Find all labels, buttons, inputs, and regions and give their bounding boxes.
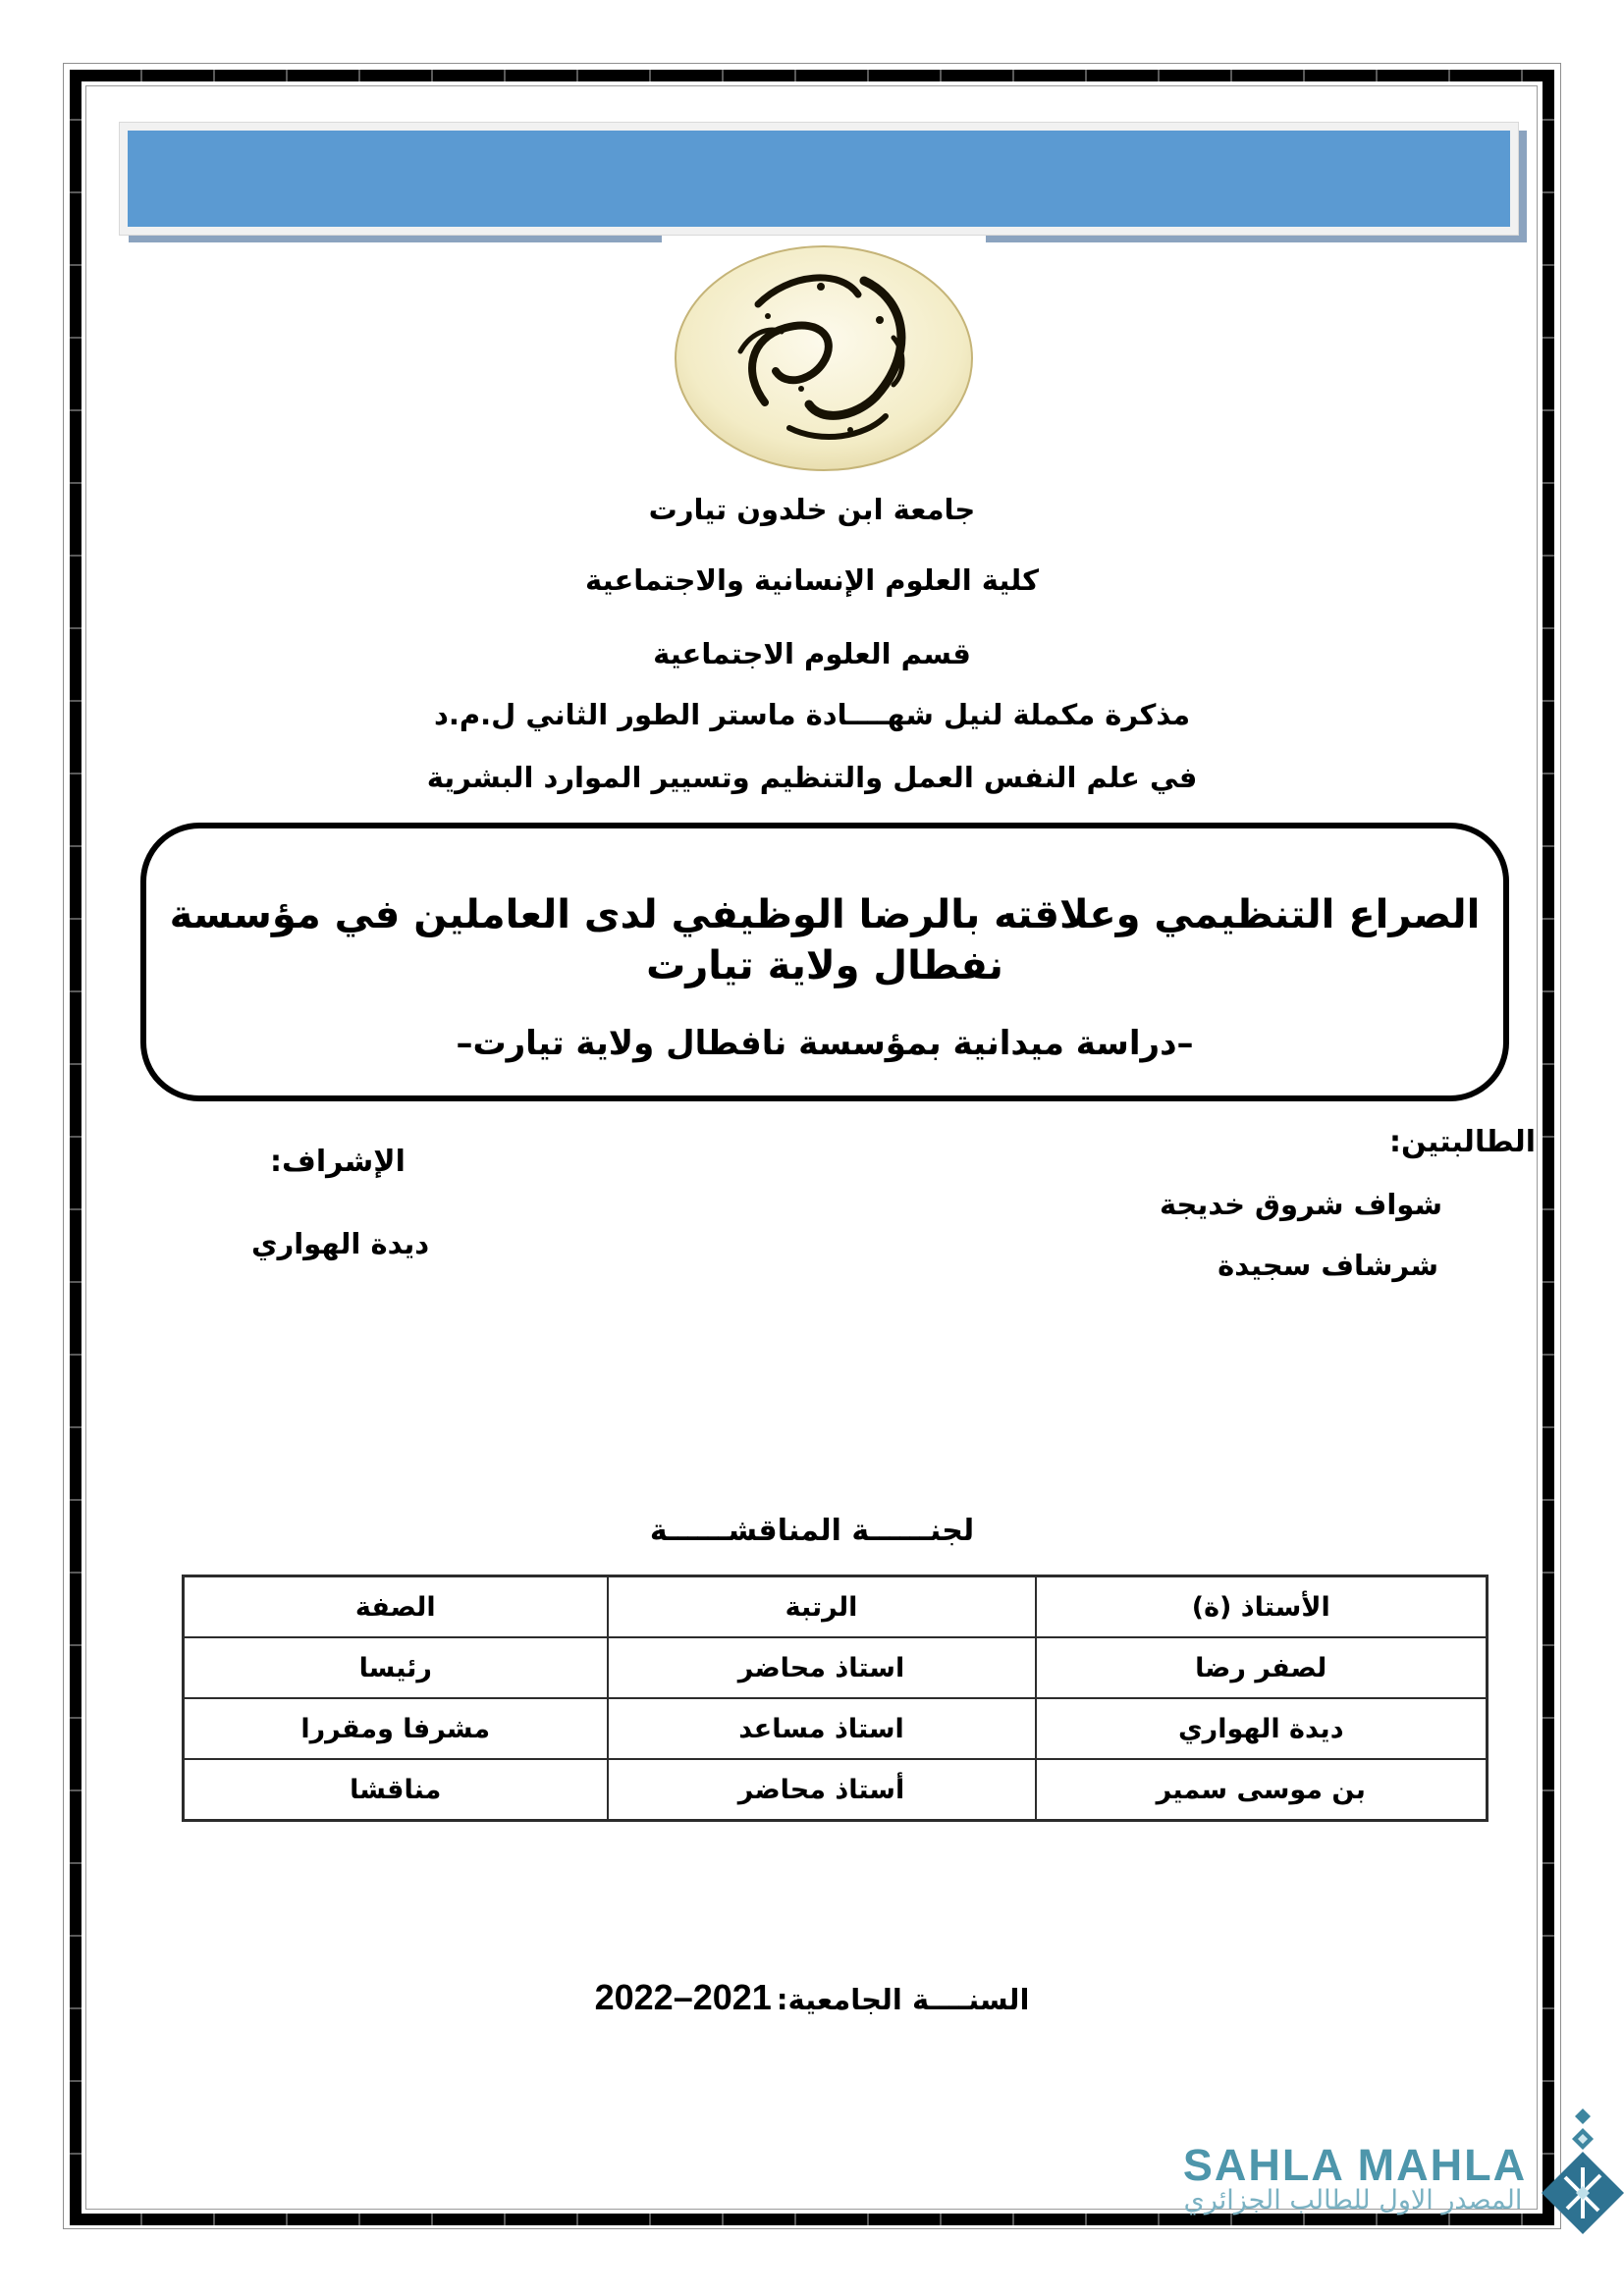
professor-role: مشرفا ومقررا [184,1698,608,1759]
professor-rank: استاذ محاضر [608,1637,1036,1698]
professor-rank: استاذ مساعد [608,1698,1036,1759]
professor-name: لصفر رضا [1036,1637,1488,1698]
sahla-mahla-mark-icon [1536,2107,1624,2236]
professor-rank: أستاذ محاضر [608,1759,1036,1821]
thesis-subtitle: –دراسة ميدانية بمؤسسة نافطال ولاية تيارت– [456,1024,1194,1063]
sahla-mahla-tagline: المصدر الاول للطالب الجزائري [1183,2185,1523,2216]
student-name-1: شواف شروق خديجة [1159,1188,1442,1221]
academic-year-line [0,1977,1624,2018]
border-strip-right [1543,70,1554,2225]
specialty-line: في علم النفس العمل والتنظيم وتسيير الموارد البشرية [426,761,1198,794]
committee-header-row [184,1576,1488,1638]
header-banner [120,123,1518,235]
professor-role: مناقشا [184,1759,608,1821]
column-header-professor: الأستاذ (ة) [1036,1576,1488,1638]
university-logo [662,236,986,481]
border-strip-top [70,70,1554,81]
border-strip-left [70,70,81,2225]
column-header-rank: الرتبة [608,1576,1036,1638]
university-heading-block [98,490,1526,797]
university-logo-icon [672,243,976,473]
committee-heading: لجنــــــة المناقشــــــة [649,1514,975,1548]
committee-table [182,1575,1489,1822]
column-header-role: الصفة [184,1576,608,1638]
department-name: قسم العلوم الاجتماعية [653,637,971,670]
faculty-name: كلية العلوم الإنسانية والاجتماعية [585,563,1039,597]
academic-year-label: السنــــة الجامعية: [776,1983,1030,2016]
thesis-title: الصراع التنظيمي وعلاقته بالرضا الوظيفي لدى العاملين في مؤسسة نفطال ولاية تيارت [169,892,1481,988]
student-name-2: شرشاف سجيدة [1218,1249,1438,1282]
students-label: الطالبتين: [1388,1125,1536,1159]
professor-role: رئيسا [184,1637,608,1698]
supervision-label: الإشراف: [270,1145,406,1179]
committee-row-1 [184,1637,1488,1698]
sahla-mahla-brand: SAHLA MAHLA [1182,2140,1528,2190]
supervisor-name: ديدة الهواري [251,1227,430,1260]
academic-year-value: 2021–2022 [594,1977,772,2017]
professor-name: بن موسى سمير [1036,1759,1488,1821]
university-name: جامعة ابن خلدون تيارت [648,493,976,526]
thesis-title-box [140,823,1509,1101]
memo-line: مذكرة مكملة لنيل شهــــادة ماستر الطور الثاني ل.م.د [433,698,1191,731]
professor-name: ديدة الهواري [1036,1698,1488,1759]
committee-row-2 [184,1698,1488,1759]
committee-row-3 [184,1759,1488,1821]
